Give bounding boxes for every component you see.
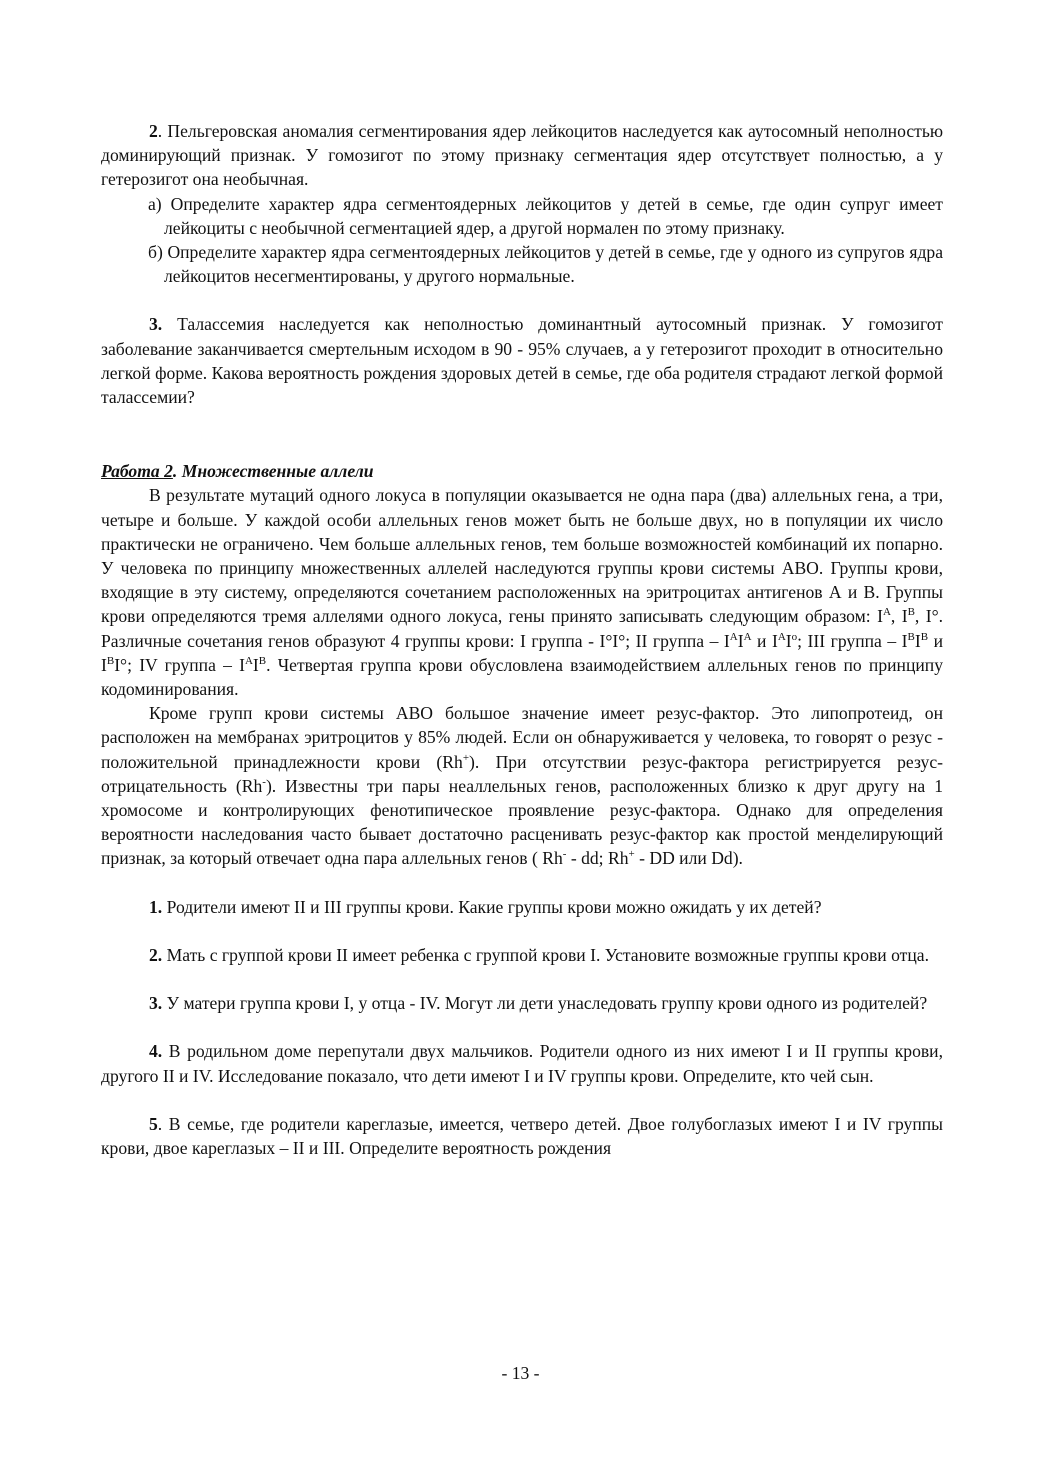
superscript: + [628, 848, 635, 861]
task-number: 2 [149, 121, 158, 141]
paragraph-text: , I [890, 606, 908, 627]
page-number: - 13 - [501, 1363, 540, 1383]
paragraph-text: I [252, 654, 259, 675]
superscript: A [743, 630, 752, 643]
question-1 [101, 895, 943, 919]
paragraph-text: . Четвертая группа крови обусловлена взаимодействием аллельных генов по принципу кодоминирования. [101, 654, 944, 700]
paragraph-text: ; III группа – I [797, 630, 908, 651]
section-heading: . Множественные аллели [172, 461, 374, 482]
paragraph-text: - dd; Rh [566, 848, 629, 869]
superscript: A [777, 630, 786, 643]
superscript: A [729, 630, 738, 643]
question-5 [101, 1112, 943, 1160]
task-number: 3. [149, 314, 163, 335]
question-number: 3. [149, 993, 163, 1014]
question-3 [101, 991, 943, 1015]
superscript: + [462, 751, 470, 764]
paragraph-text: , I°. Различные сочетания генов образуют 4 группы крови: I группа - I°I°; II группа – I [101, 606, 944, 651]
question-4 [101, 1039, 943, 1087]
task-2 [101, 119, 943, 192]
paragraph-text: Кроме групп крови системы АВО большое значение имеет резус-фактор. Это липопротеид, он расположен на мембранах эритроцитов у 85% людей. Если он обнаруживается у человека, то говорят о резус - положительной принадлежности крови (Rh [101, 703, 943, 772]
question-text: У матери группа крови I, у отца - IV. Могут ли дети унаследовать группу крови одного из родителей? [162, 993, 928, 1014]
page-content [101, 119, 943, 1160]
superscript: - [562, 848, 567, 861]
question-text: Мать с группой крови II имеет ребенка с группой крови I. Установите возможные группы крови отца. [162, 944, 929, 965]
paragraph-text: I [785, 630, 792, 651]
question-number: 1. [149, 896, 163, 917]
superscript: B [920, 630, 929, 643]
paragraph-rh-factor [101, 701, 943, 870]
question-number: 2. [149, 944, 163, 965]
paragraph-text: В результате мутаций одного локуса в популяции оказывается не одна пара (два) аллельных гена, а три, четыре и больше. У каждой особи аллельных генов может быть не больше двух, но в популяции их число практически не ограничено. Чем больше аллельных генов, тем больше возможностей комбинаций их попарно. У человека по принципу множественных аллелей наследуются группы крови системы АВО. Группы крови, входящие в эту систему, определяются сочетанием расположенных на эритроцитах антигенов А и В. Группы крови определяются тремя аллелями одного локуса, гены принято записывать следующим образом: I [101, 485, 943, 627]
question-text: В родильном доме перепутали двух мальчиков. Родители одного из них имеют I и II группы крови, другого II и IV. Исследование показало, что дети имеют I и IV группы крови. Определите, кто чей сын. [101, 1041, 943, 1086]
section-label: Работа 2 [101, 461, 173, 482]
superscript: o [791, 630, 798, 643]
question-number: 4. [149, 1041, 163, 1062]
paragraph-text: I [914, 630, 921, 651]
paragraph-text: - DD или Dd). [634, 848, 743, 869]
superscript: - [262, 776, 266, 789]
paragraph-text: и I [101, 630, 943, 675]
task-text: . Пельгеровская аномалия сегментирования ядер лейкоцитов наследуется как аутосомный неполностью доминирующий признак. У гомозигот по этому признаку сегментация ядер отсутствует полностью, а у гетерозигот она необычная. [101, 121, 943, 190]
superscript: A [882, 606, 891, 619]
section-title [101, 459, 943, 483]
task-3 [101, 312, 943, 409]
task-2-option-b: б) Определите характер ядра сегментоядерных лейкоцитов у детей в семье, где у одного из супругов ядра лейкоцитов несегментированы, у другого нормальные. [148, 242, 943, 287]
question-text: . В семье, где родители кареглазые, имеется, четверо детей. Двое голубоглазых имеют I и IV группы крови, двое кареглазых – II и III. Определите вероятность рождения [101, 1113, 943, 1158]
paragraph-text: ). Известны три пары неаллельных генов, расположенных близко к друг другу на 1 хромосоме и контролирующих фенотипическое проявление резус-фактора. Однако для определения вероятности наследования часто бывает достаточно расценивать резус-фактор как простой менделирующий признак, за который отвечает одна пара аллельных генов ( Rh [101, 775, 943, 869]
task-text: Талассемия наследуется как неполностью доминантный аутосомный признак. У гомозигот заболевание заканчивается смертельным исходом в 90 - 95% случаев, а у гетерозигот проходит в относительно легкой форме. Какова вероятность рождения здоровых детей в семье, где оба родителя страдают легкой формой талассемии? [101, 314, 943, 408]
superscript: B [907, 630, 915, 643]
paragraph-multiple-alleles [101, 483, 943, 701]
superscript: A [244, 655, 253, 667]
question-text: Родители имеют II и III группы крови. Какие группы крови можно ожидать у их детей? [162, 896, 822, 917]
paragraph-text: I [737, 630, 744, 651]
question-number: 5 [149, 1113, 158, 1134]
paragraph-text: ). При отсутствии резус-фактора регистрируется резус-отрицательность (Rh [101, 751, 943, 796]
superscript: B [106, 655, 115, 667]
superscript: B [258, 655, 267, 667]
question-2 [101, 943, 943, 967]
paragraph-text: и I [751, 630, 778, 651]
task-2-option-a: а) Определите характер ядра сегментоядерных лейкоцитов у детей в семье, где один супруг имеет лейкоциты с необычной сегментацией ядер, а другой нормален по этому признаку. [148, 193, 943, 238]
paragraph-text: I°; IV группа – I [114, 654, 245, 675]
superscript: B [907, 606, 915, 619]
